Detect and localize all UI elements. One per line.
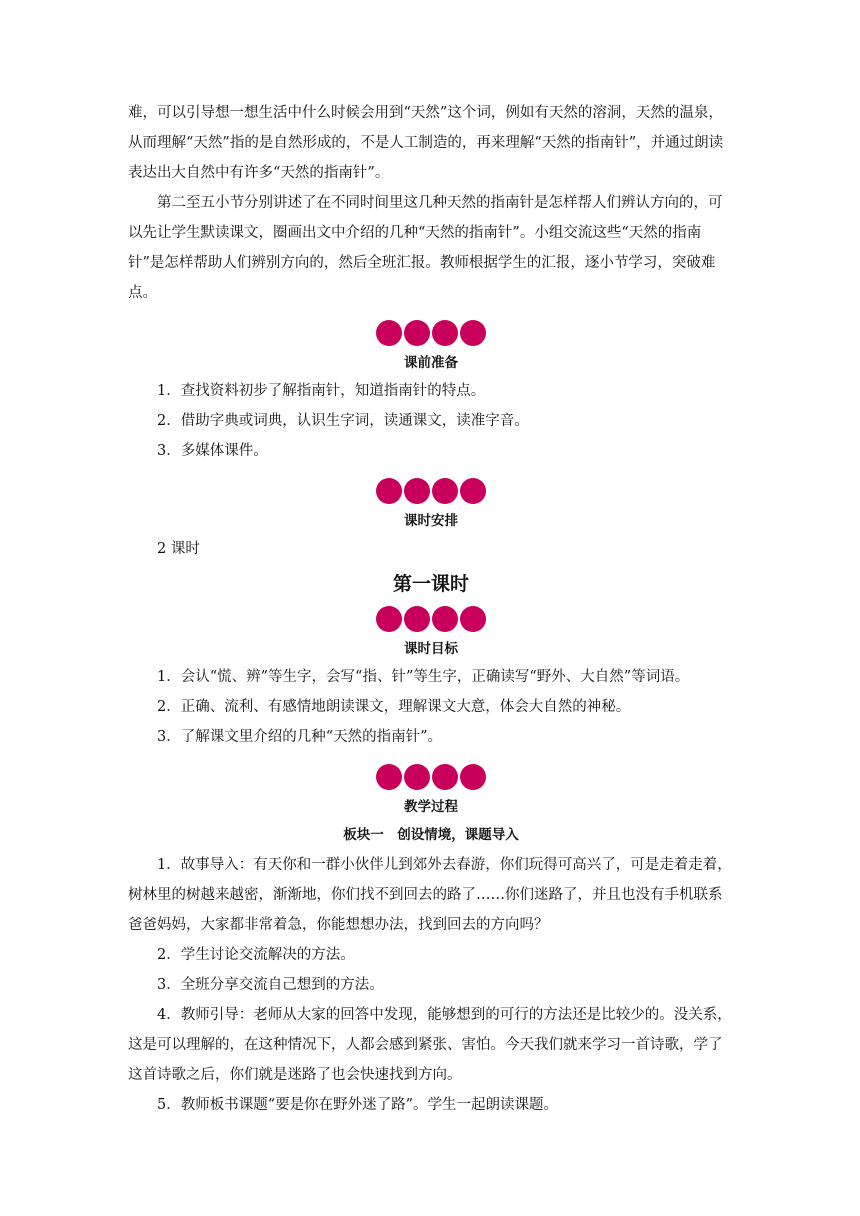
step-item-3: 3．全班分享交流自己想到的方法。 — [157, 977, 384, 993]
circle-icon — [376, 764, 402, 790]
circle-icon — [432, 764, 458, 790]
circle-icon — [432, 320, 458, 346]
circle-icon — [460, 478, 486, 504]
intro-paragraph-2: 第二至五小节分别讲述了在不同时间里这几种天然的指南针是怎样帮人们辨认方向的，可以先让学生默读课文，圈画出文中介绍的几种“天然的指南针”。小组交流这些“天然的指南针”是怎样帮助人们辨别方向的，然后全班汇报。教师根据学生的汇报，逐小节学习，突破难点。 — [128, 195, 723, 301]
step-item-2: 2．学生讨论交流解决的方法。 — [157, 947, 355, 963]
document-content — [128, 98, 734, 1120]
goal-item-3: 3．了解课文里介绍的几种“天然的指南针”。 — [157, 729, 443, 745]
circle-icon — [432, 478, 458, 504]
block-title: 板块一 创设情境，课题导入 — [343, 827, 519, 843]
step-item-5: 5．教师板书课题“要是你在野外迷了路”。学生一起朗读课题。 — [157, 1097, 559, 1113]
prep-item-2: 2．借助字典或词典，认识生字词，读通课文，读准字音。 — [157, 413, 529, 429]
section-title-goals: 课时目标 — [404, 641, 458, 657]
circle-ornament-icon — [376, 318, 486, 348]
circle-ornament-icon — [376, 762, 486, 792]
circle-icon — [432, 606, 458, 632]
goal-item-1: 1．会认“慌、辨”等生字，会写“指、针”等生字，正确读写“野外、大自然”等词语。 — [157, 669, 690, 685]
step-item-4: 4．教师引导：老师从大家的回答中发现，能够想到的可行的方法还是比较少的。没关系，这是可以理解的，在这种情况下，人都会感到紧张、害怕。今天我们就来学习一首诗歌，学了这首诗歌之后，你们就是迷路了也会快速找到方向。 — [128, 1007, 732, 1083]
intro-paragraph-1: 难，可以引导想一想生活中什么时候会用到“天然”这个词，例如有天然的溶洞，天然的温泉，从而理解“天然”指的是自然形成的，不是人工制造的，再来理解“天然的指南针”，并通过朗读表达出大自然中有许多“天然的指南针”。 — [128, 105, 724, 181]
circle-icon — [376, 320, 402, 346]
section-header-goals — [128, 604, 734, 662]
section-header-prep — [128, 318, 734, 376]
step-item-1: 1．故事导入：有天你和一群小伙伴儿到郊外去春游，你们玩得可高兴了，可是走着走着，树林里的树越来越密，渐渐地，你们找不到回去的路了……你们迷路了，并且也没有手机联系爸爸妈妈，大家都非常着急，你能想想办法，找到回去的方向吗？ — [128, 857, 732, 933]
section-header-schedule — [128, 476, 734, 534]
circle-icon — [404, 320, 430, 346]
schedule-text: 2 课时 — [157, 541, 200, 557]
circle-icon — [376, 606, 402, 632]
circle-icon — [460, 764, 486, 790]
section-header-process — [128, 762, 734, 820]
circle-icon — [404, 764, 430, 790]
circle-icon — [460, 320, 486, 346]
circle-icon — [376, 478, 402, 504]
prep-item-3: 3．多媒体课件。 — [157, 443, 268, 459]
circle-icon — [404, 606, 430, 632]
prep-item-1: 1．查找资料初步了解指南针，知道指南针的特点。 — [157, 383, 486, 399]
circle-icon — [404, 478, 430, 504]
goal-item-2: 2．正确、流利、有感情地朗读课文，理解课文大意，体会大自然的神秘。 — [157, 699, 631, 715]
section-title-process: 教学过程 — [404, 799, 458, 815]
section-title-schedule: 课时安排 — [404, 513, 458, 529]
section-title-prep: 课前准备 — [404, 355, 458, 371]
circle-ornament-icon — [376, 604, 486, 634]
lesson-title: 第一课时 — [392, 573, 469, 595]
circle-ornament-icon — [376, 476, 486, 506]
circle-icon — [460, 606, 486, 632]
